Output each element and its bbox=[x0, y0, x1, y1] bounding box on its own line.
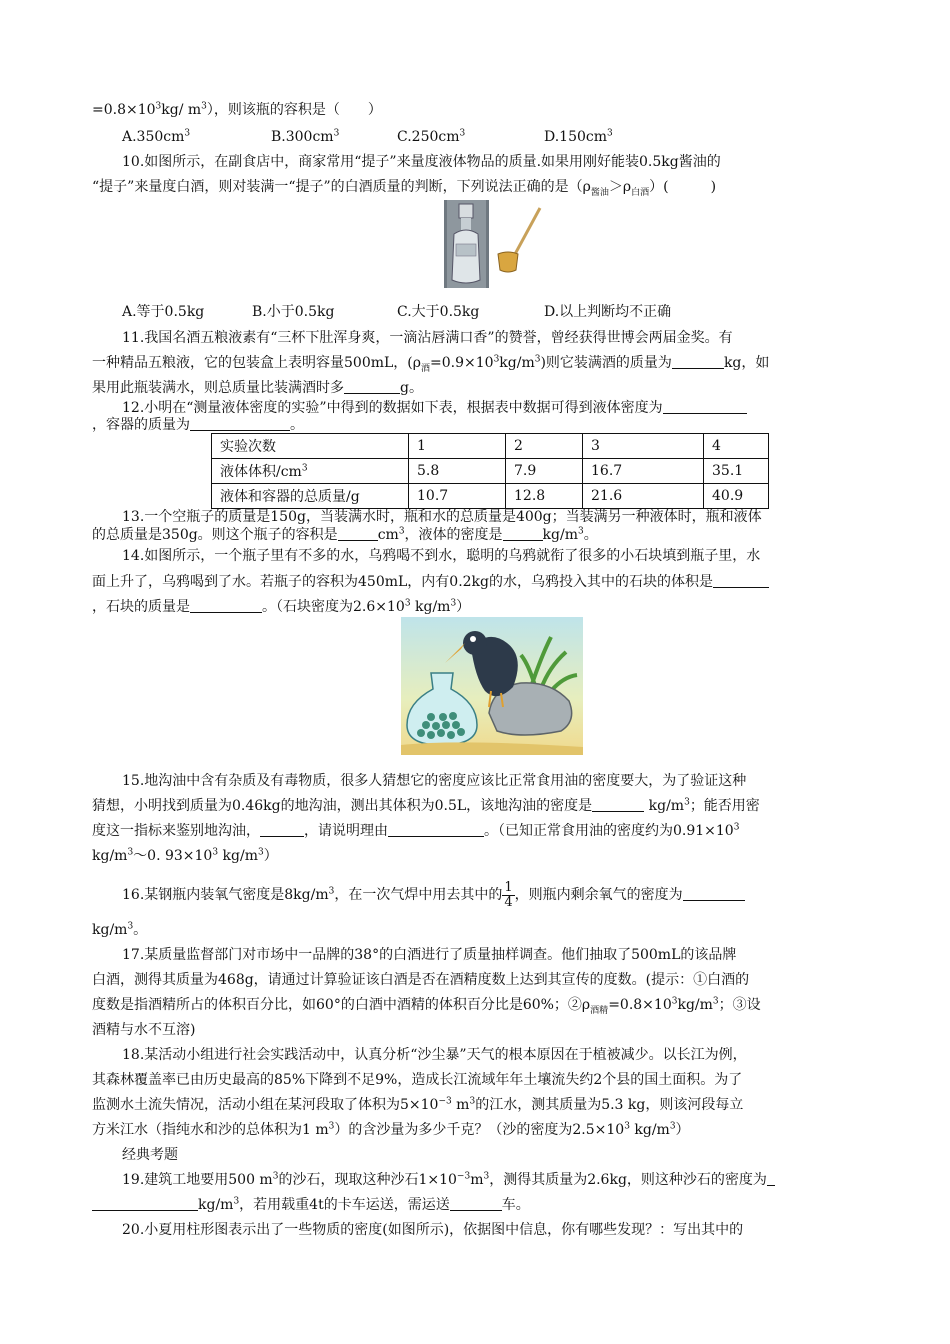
q10-option-a: A.等于0.5kg bbox=[122, 304, 205, 320]
q9-exp-a: 3 bbox=[155, 101, 162, 112]
q12-blank-2[interactable] bbox=[190, 416, 290, 431]
q18-line3: 监测水土流失情况，活动小组在某河段取了体积为$5\times 10^{-3}$ $m^3$的江水，测其质量为5.3 kg，则该河段每立 bbox=[92, 1096, 744, 1113]
q19-line2: $kg/m^3$，若用载重4t的卡车运送，需运送 车。 bbox=[92, 1195, 530, 1215]
q18-line2: 其森林覆盖率已由历史最高的85%下降到不足9%，造成长江流域年年土壤流失约2个县的国土面积。为了 bbox=[92, 1072, 743, 1088]
crow-drinking-water-image bbox=[401, 617, 583, 755]
q13-line1: 13.一个空瓶子的质量是150g，当装满水时，瓶和水的总质量是400g；当装满另一种液体时，瓶和液体 bbox=[122, 509, 762, 525]
table-row: 液体体积$/cm^3$ 5.8 7.9 16.7 35.1 bbox=[212, 459, 769, 484]
q11-line2: 一种精品五粮液，它的包装盒上表明容量500mL，$(\rho_酒=0.9\times 10^3kg/m^3)$则它装满酒的质量为 kg，如 bbox=[92, 354, 770, 374]
q16-line1: 16.某钢瓶内装氧气密度是$8kg/m^3$，在一次气焊中用去其中的 $\frac{1}{4}$ ，则瓶内剩余氧气的密度为 bbox=[122, 878, 745, 912]
q12-line1: 12.小明在“测量液体密度的实验”中得到的数据如下表，根据表中数据可得到液体密度为 bbox=[122, 398, 747, 418]
table-row: 液体和容器的总质量/g 10.7 12.8 21.6 40.9 bbox=[212, 484, 769, 509]
q17-line2: 白酒，测得其质量为468g，请通过计算验证该白酒是否在酒精度数上达到其宣传的度数。(提示：①白酒的 bbox=[92, 972, 750, 988]
q15-line3: 度这一指标来鉴别地沟油， ，请说明理由 。（已知正常食用油的密度约为$0.91\times 10^3$ bbox=[92, 822, 740, 839]
q11-line3: 果用此瓶装满水，则总质量比装满酒时多 g。 bbox=[92, 380, 423, 396]
q15-line1: 15.地沟油中含有杂质及有毒物质，很多人猜想它的密度应该比正常食用油的密度要大，为了验证这种 bbox=[122, 773, 747, 789]
q10-line2: “提子”来量度白酒，则对装满一“提子”的白酒质量的判断，下列说法正确的是$(\rho_{酱油}>\rho_{白酒})$( ) bbox=[92, 179, 717, 198]
q14-line3: ，石块的质量是 。（石块密度为$2.6\times 10^3$ $kg/m^3$） bbox=[92, 598, 471, 615]
q9-continuation bbox=[92, 100, 382, 120]
q9-text-a: =0.8×10 bbox=[92, 102, 156, 118]
q20-line1: 20.小夏用柱形图表示出了一些物质的密度(如图所示)，依据图中信息，你有哪些发现？：写出其中的 bbox=[122, 1222, 744, 1238]
q9-option-b: $B.300cm^3$ bbox=[271, 128, 340, 145]
q19-blank-1a[interactable] bbox=[767, 1171, 775, 1186]
q16-blank[interactable] bbox=[683, 886, 745, 901]
q11-line1: 11.我国名酒五粮液素有“三杯下肚浑身爽，一滴沾唇满口香”的赞誉，曾经获得世博会两届金奖。有 bbox=[122, 330, 733, 346]
q16-line2: $kg/m^3$。 bbox=[92, 921, 148, 938]
q12-blank-1[interactable] bbox=[663, 399, 747, 414]
q18-line4: 方米江水（指纯水和沙的总体积为1 $m^3$）的含沙量为多少千克？（沙的密度为$2.5\times 10^3$ $kg/m^3$） bbox=[92, 1121, 690, 1138]
table-row: 实验次数 1 2 3 4 bbox=[212, 434, 769, 459]
q17-line1: 17.某质量监督部门对市场中一品牌的38°的白酒进行了质量抽样调查。他们抽取了500mL的该品牌 bbox=[122, 947, 737, 963]
q9-option-a: $A.350cm^3$ bbox=[122, 128, 191, 145]
q13-blank-2[interactable] bbox=[503, 526, 543, 541]
q17-line4: 酒精与水不互溶) bbox=[92, 1022, 196, 1038]
experiment-data-table bbox=[211, 433, 769, 509]
q19-line1: 19.建筑工地要用500 $m^3$的沙石，现取这种沙石$1\times 10^{-3}m^3$，测得其质量为2.6kg，则这种沙石的密度为 bbox=[122, 1170, 775, 1190]
q9-text-c: ），则该瓶的容积是（ ） bbox=[206, 102, 382, 118]
q19-blank-2[interactable] bbox=[450, 1196, 502, 1211]
q15-blank-1[interactable] bbox=[592, 797, 644, 812]
q14-line1: 14.如图所示，一个瓶子里有不多的水，乌鸦喝不到水，聪明的乌鸦就衔了很多的小石块填到瓶子里，水 bbox=[122, 548, 761, 564]
q18-line1: 18.某活动小组进行社会实践活动中，认真分析“沙尘暴”天气的根本原因在于植被减少。以长江为例， bbox=[122, 1047, 747, 1063]
q10-line1: 10.如图所示，在副食店中，商家常用“提子”来量度液体物品的质量.如果用刚好能装0.5kg酱油的 bbox=[122, 154, 721, 170]
q15-blank-3[interactable] bbox=[388, 822, 484, 837]
crow-bottle-illustration bbox=[401, 617, 583, 755]
q9-option-c: $C.250cm^3$ bbox=[397, 128, 466, 145]
q14-blank-1[interactable] bbox=[713, 573, 769, 588]
q15-blank-2[interactable] bbox=[260, 822, 304, 837]
q10-option-b: B.小于0.5kg bbox=[252, 304, 335, 320]
bottle-ladle-illustration bbox=[444, 200, 544, 288]
q10-option-d: D.以上判断均不正确 bbox=[544, 304, 672, 320]
q13-blank-1[interactable] bbox=[338, 526, 378, 541]
q10-option-c: C.大于0.5kg bbox=[397, 304, 480, 320]
q14-line2: 面上升了，乌鸦喝到了水。若瓶子的容积为450mL，内有0.2kg的水，乌鸦投入其中的石块的体积是 bbox=[92, 572, 769, 592]
one-quarter-fraction: $\frac{1}{4}$ bbox=[504, 879, 513, 910]
q17-line3: 度数是指酒精所占的体积百分比，如60°的白酒中酒精的体积百分比是60%；$②\rho_{酒精}=0.8\times 10^3kg/m^3$；③设 bbox=[92, 996, 761, 1016]
q9-exp-b: 3 bbox=[201, 101, 207, 112]
q12-line2: ，容器的质量为 。 bbox=[92, 417, 304, 433]
q11-blank-2[interactable] bbox=[344, 379, 400, 394]
q15-line2: 猜想，小明找到质量为0.46kg的地沟油，测出其体积为0.5L，该地沟油的密度是 $kg/m^3$；能否用密 bbox=[92, 797, 760, 814]
section-heading: 经典考题 bbox=[122, 1147, 178, 1163]
q14-blank-2[interactable] bbox=[190, 598, 262, 613]
q9-option-d: $D.150cm^3$ bbox=[544, 128, 613, 145]
q15-line4: $kg/m^3\sim 0$. $93\times 10^3$ $kg/m^3$） bbox=[92, 847, 278, 864]
q11-blank-1[interactable] bbox=[672, 354, 724, 369]
q19-blank-1[interactable] bbox=[92, 1196, 198, 1211]
q9-text-b: kg/ m bbox=[161, 102, 202, 118]
bottle-and-ladle-image bbox=[444, 200, 544, 288]
q13-line2: 的总质量是350g。则这个瓶子的容积是 $cm^3$，液体的密度是 $kg/m^3$。 bbox=[92, 526, 598, 543]
